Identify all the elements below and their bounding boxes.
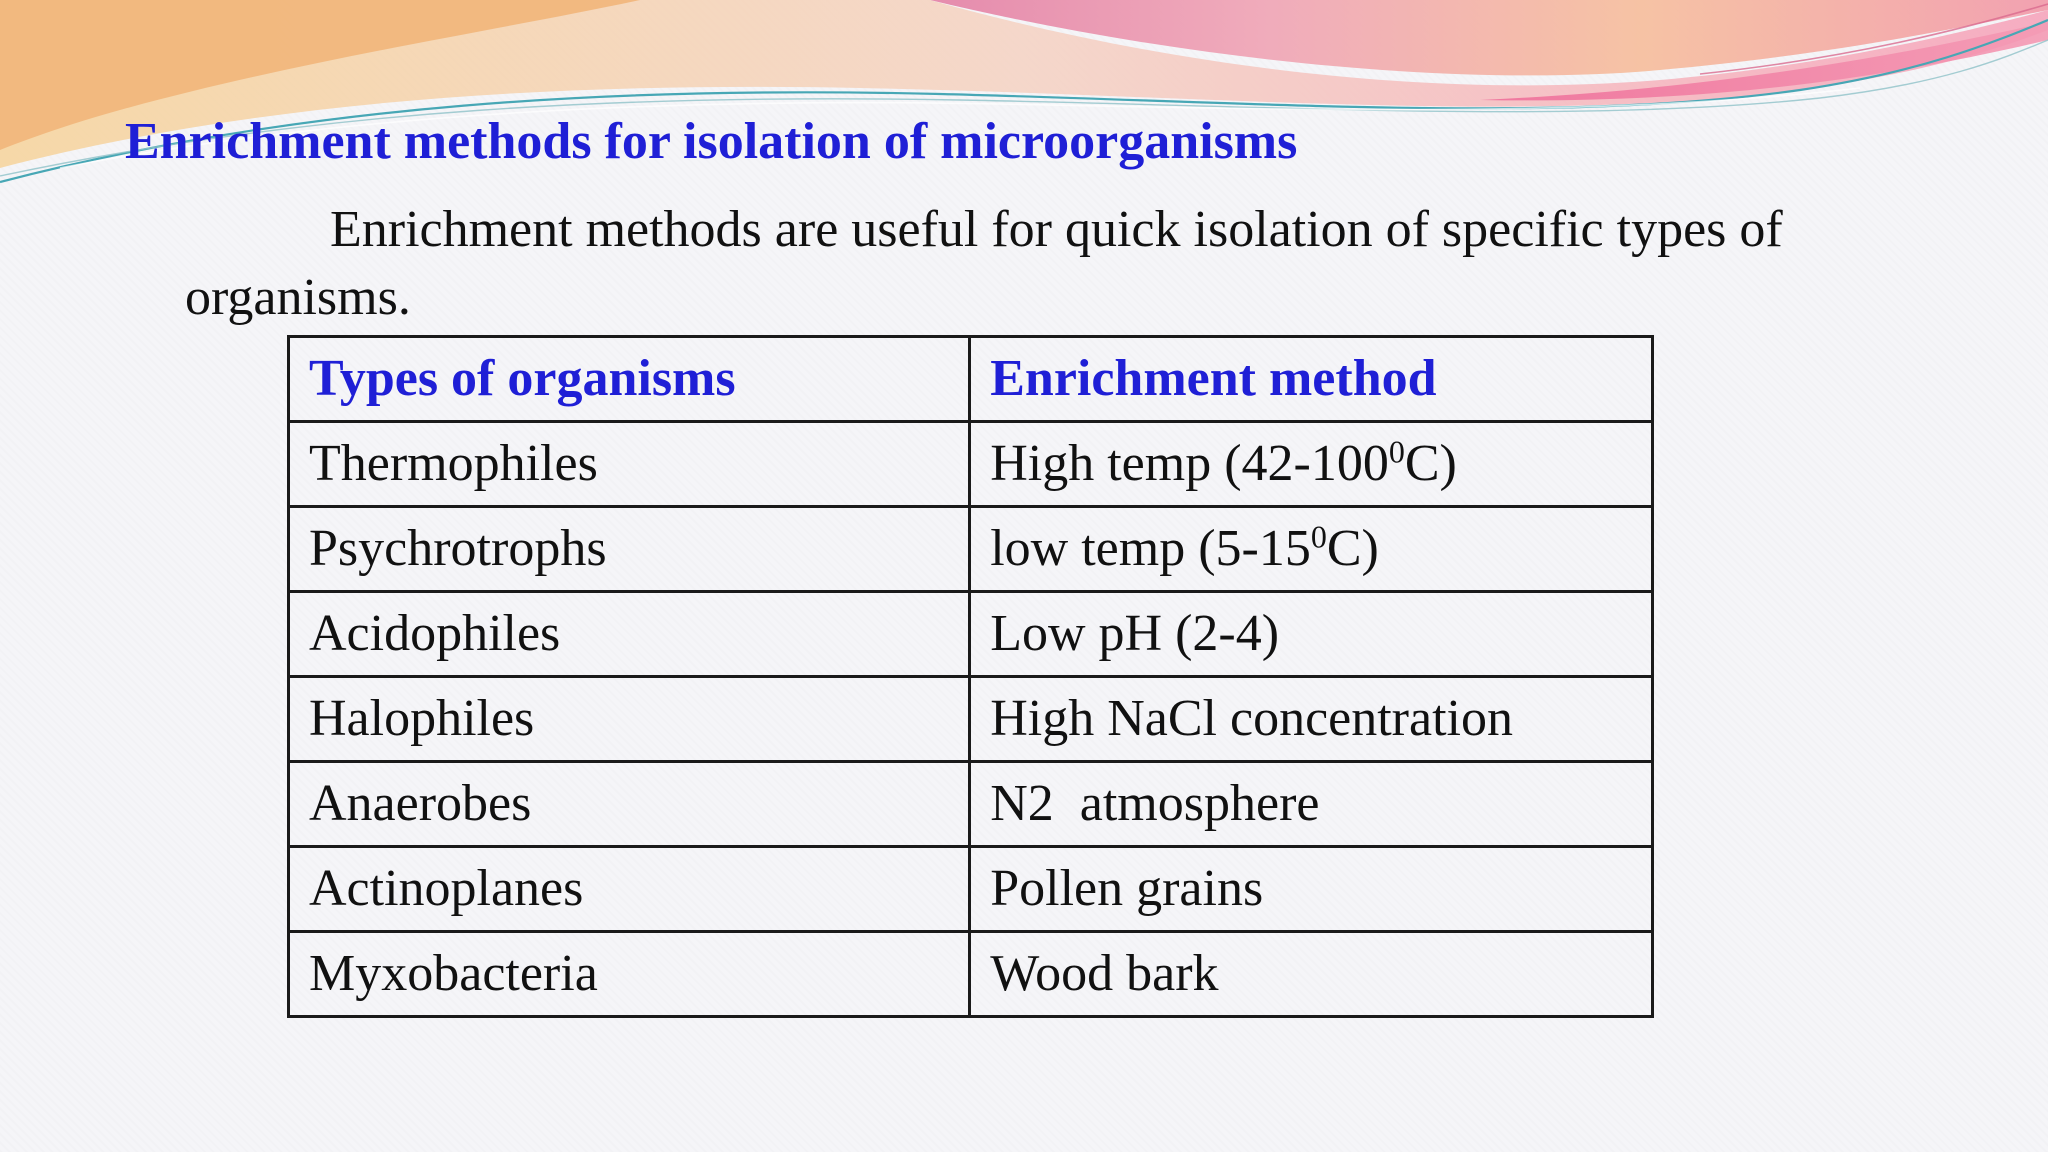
method-cell bbox=[970, 592, 1653, 677]
organism-cell: Thermophiles bbox=[289, 422, 970, 507]
method-text: Wood bark bbox=[990, 945, 1219, 1002]
organism-cell: Anaerobes bbox=[289, 762, 970, 847]
organism-cell: Halophiles bbox=[289, 677, 970, 762]
table-row bbox=[289, 762, 1653, 847]
organism-cell: Acidophiles bbox=[289, 592, 970, 677]
slide-title: Enrichment methods for isolation of microorganisms bbox=[125, 113, 1298, 170]
table-row bbox=[289, 847, 1653, 932]
organism-cell: Psychrotrophs bbox=[289, 507, 970, 592]
method-cell bbox=[970, 847, 1653, 932]
table-header-row bbox=[289, 337, 1653, 422]
method-cell bbox=[970, 677, 1653, 762]
organism-cell: Actinoplanes bbox=[289, 847, 970, 932]
method-cell bbox=[970, 422, 1653, 507]
method-cell bbox=[970, 762, 1653, 847]
method-text: low temp (5-15 bbox=[990, 520, 1311, 577]
method-text: High temp (42-100 bbox=[990, 435, 1389, 492]
method-superscript: 0 bbox=[1310, 518, 1327, 555]
table-row bbox=[289, 677, 1653, 762]
method-text: High NaCl concentration bbox=[990, 690, 1513, 747]
table-row bbox=[289, 422, 1653, 507]
table-row bbox=[289, 932, 1653, 1017]
method-text: Pollen grains bbox=[990, 860, 1264, 917]
header-enrichment-method: Enrichment method bbox=[970, 337, 1653, 422]
method-superscript: 0 bbox=[1388, 433, 1405, 470]
intro-paragraph: Enrichment methods are useful for quick isolation of specific types of organisms. bbox=[185, 201, 1783, 326]
method-text: N2 atmosphere bbox=[990, 775, 1320, 832]
enrichment-table bbox=[287, 335, 1654, 1018]
table-row bbox=[289, 507, 1653, 592]
table-row bbox=[289, 592, 1653, 677]
method-text-suffix: C) bbox=[1404, 435, 1457, 492]
header-types-of-organisms: Types of organisms bbox=[289, 337, 970, 422]
method-text: Low pH (2-4) bbox=[990, 605, 1280, 662]
method-text-suffix: C) bbox=[1326, 520, 1379, 577]
organism-cell: Myxobacteria bbox=[289, 932, 970, 1017]
method-cell bbox=[970, 932, 1653, 1017]
method-cell bbox=[970, 507, 1653, 592]
